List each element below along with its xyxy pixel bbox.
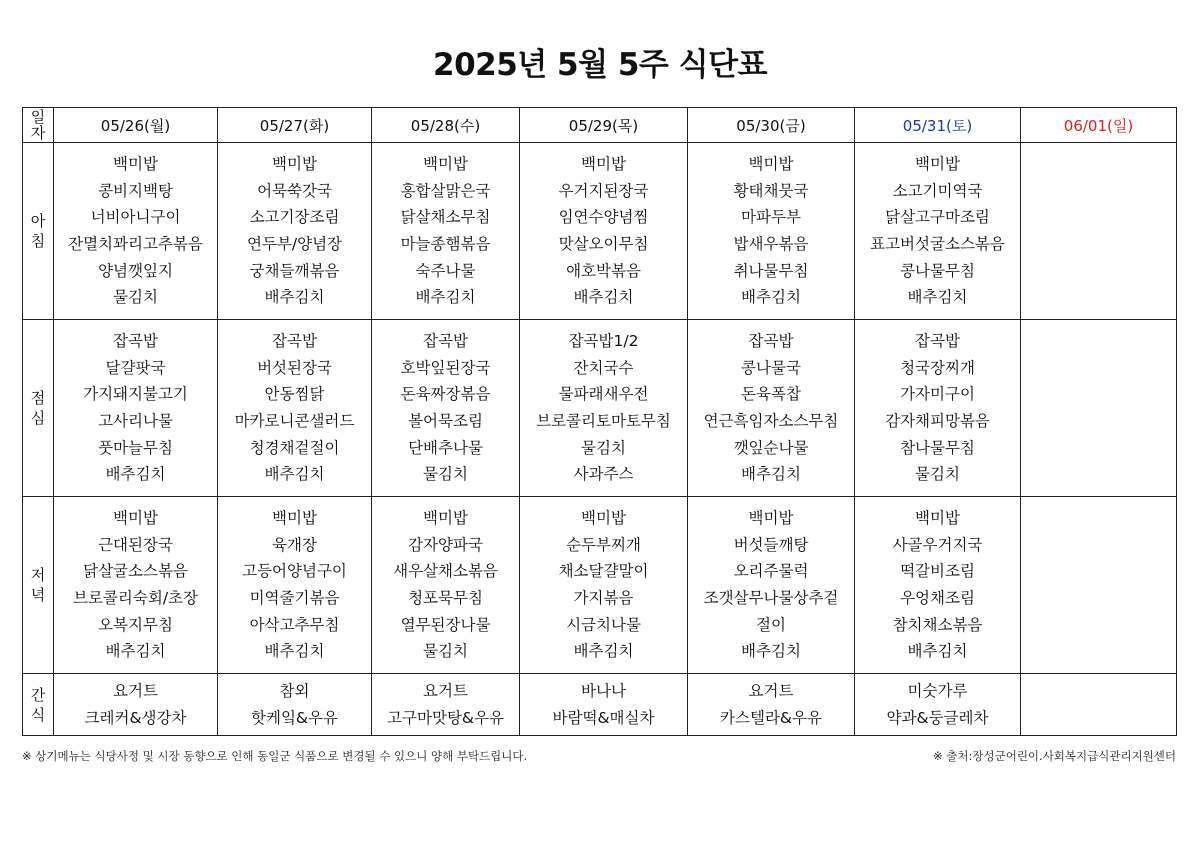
menu-item: 마늘종햄볶음 bbox=[400, 235, 491, 253]
menu-item: 표고버섯굴소스볶음 bbox=[870, 235, 1005, 253]
menu-item: 콩나물국 bbox=[741, 358, 801, 377]
day-header-tue: 05/27(화) bbox=[218, 108, 372, 143]
menu-item: 연근흑임자소스무침 bbox=[703, 412, 839, 430]
date-label-2: 자 bbox=[30, 124, 46, 142]
menu-cell-wed bbox=[372, 320, 520, 497]
menu-item: 임연수양념찜 bbox=[558, 208, 649, 227]
menu-item: 크레커&생강차 bbox=[84, 708, 187, 727]
menu-item: 백미밥 bbox=[113, 155, 158, 174]
menu-cell-sun bbox=[1021, 497, 1177, 674]
menu-item: 요거트 bbox=[423, 681, 468, 700]
menu-item: 잔멸치꽈리고추볶음 bbox=[68, 235, 203, 253]
menu-item: 백미밥 bbox=[272, 155, 317, 174]
menu-item: 맛살오이무침 bbox=[558, 235, 649, 253]
menu-item: 취나물무침 bbox=[733, 261, 809, 280]
menu-cell-tue bbox=[218, 497, 372, 674]
meal-label-char: 심 bbox=[30, 409, 46, 427]
meal-label-char: 아 bbox=[30, 212, 46, 230]
menu-item: 오리주물럭 bbox=[733, 562, 809, 581]
meal-label-cell bbox=[23, 320, 54, 497]
menu-item: 백미밥 bbox=[581, 155, 626, 174]
day-header-thu: 05/29(목) bbox=[520, 108, 688, 143]
menu-item: 버섯된장국 bbox=[257, 358, 332, 377]
menu-item: 백미밥 bbox=[915, 155, 960, 174]
menu-cell-thu bbox=[520, 497, 688, 674]
menu-cell-tue bbox=[218, 143, 372, 320]
menu-item: 잡곡밥 bbox=[915, 332, 960, 351]
menu-item: 마파두부 bbox=[741, 208, 801, 227]
menu-item: 미숫가루 bbox=[907, 681, 968, 700]
day-header-sun: 06/01(일) bbox=[1021, 108, 1177, 143]
date-label-cell bbox=[23, 108, 54, 143]
menu-cell-wed bbox=[372, 674, 520, 736]
menu-item: 배추김치 bbox=[264, 465, 325, 484]
menu-cell-sat bbox=[855, 497, 1021, 674]
menu-item: 절이 bbox=[756, 615, 786, 634]
menu-item: 배추김치 bbox=[573, 642, 634, 661]
menu-item: 배추김치 bbox=[573, 288, 634, 307]
menu-item: 핫케잌&우유 bbox=[251, 708, 338, 727]
menu-item: 홍합살맑은국 bbox=[400, 181, 491, 200]
menu-cell-fri bbox=[688, 143, 855, 320]
menu-item: 물김치 bbox=[423, 642, 468, 661]
menu-item: 백미밥 bbox=[113, 509, 158, 528]
menu-item: 배추김치 bbox=[907, 642, 968, 661]
menu-item: 물김치 bbox=[581, 438, 626, 457]
menu-cell-sat bbox=[855, 674, 1021, 736]
menu-item: 애호박볶음 bbox=[566, 261, 641, 280]
menu-cell-fri bbox=[688, 674, 855, 736]
menu-item: 브로콜리토마토무침 bbox=[536, 412, 671, 430]
menu-item: 볼어묵조림 bbox=[408, 412, 483, 430]
meal-label-cell bbox=[23, 674, 54, 736]
day-header-sat: 05/31(토) bbox=[855, 108, 1021, 143]
menu-item: 잡곡밥 bbox=[272, 332, 317, 351]
meal-label-cell bbox=[23, 143, 54, 320]
menu-item: 잔치국수 bbox=[573, 358, 634, 377]
menu-item: 호박잎된장국 bbox=[400, 358, 491, 377]
menu-item: 시금치나물 bbox=[566, 615, 641, 634]
menu-item: 너비아니구이 bbox=[90, 208, 181, 227]
menu-item: 아삭고추무침 bbox=[249, 615, 340, 634]
menu-item: 잡곡밥1/2 bbox=[568, 332, 639, 351]
menu-cell-thu bbox=[520, 143, 688, 320]
menu-item: 우엉채조림 bbox=[900, 589, 975, 607]
menu-cell-fri bbox=[688, 497, 855, 674]
menu-item: 배추김치 bbox=[741, 288, 801, 307]
menu-item: 청국장찌개 bbox=[900, 358, 975, 377]
menu-item: 바나나 bbox=[581, 681, 626, 700]
menu-item: 연두부/양념장 bbox=[246, 235, 343, 253]
menu-cell-fri bbox=[688, 320, 855, 497]
date-label-1: 일 bbox=[30, 108, 46, 126]
menu-cell-mon bbox=[54, 320, 218, 497]
menu-item: 감자채피망볶음 bbox=[885, 412, 990, 430]
menu-item: 육개장 bbox=[272, 535, 317, 554]
menu-cell-thu bbox=[520, 320, 688, 497]
menu-item: 배추김치 bbox=[105, 465, 166, 484]
menu-item: 고사리나물 bbox=[98, 412, 173, 430]
menu-item: 요거트 bbox=[113, 681, 158, 700]
menu-item: 가지볶음 bbox=[573, 589, 634, 607]
menu-item: 참나물무침 bbox=[900, 438, 975, 457]
menu-cell-sat bbox=[855, 143, 1021, 320]
menu-item: 물김치 bbox=[423, 465, 468, 484]
menu-item: 배추김치 bbox=[741, 465, 801, 484]
meal-label-char: 점 bbox=[30, 389, 46, 407]
menu-item: 열무된장나물 bbox=[400, 615, 491, 634]
menu-item: 고구마맛탕&우유 bbox=[387, 708, 504, 727]
header-row bbox=[23, 108, 1177, 143]
menu-item: 우거지된장국 bbox=[558, 181, 649, 200]
menu-item: 마카로니콘샐러드 bbox=[234, 412, 355, 430]
menu-item: 소고기장조림 bbox=[249, 208, 340, 227]
day-header-wed: 05/28(수) bbox=[372, 108, 520, 143]
menu-item: 백미밥 bbox=[581, 509, 626, 528]
menu-item: 요거트 bbox=[748, 681, 794, 700]
menu-item: 물김치 bbox=[915, 465, 960, 484]
footer-note: ※ 상기메뉴는 식당사정 및 시장 동향으로 인해 동일군 식품으로 변경될 수 있으니 양해 부탁드립니다. bbox=[22, 749, 528, 763]
menu-item: 풋마늘무침 bbox=[98, 438, 173, 457]
menu-item: 밥새우볶음 bbox=[733, 235, 809, 253]
menu-item: 청경채겉절이 bbox=[249, 438, 340, 457]
menu-cell-sun bbox=[1021, 320, 1177, 497]
menu-item: 물김치 bbox=[113, 288, 158, 307]
menu-item: 떡갈비조림 bbox=[900, 562, 975, 581]
menu-item: 백미밥 bbox=[272, 509, 317, 528]
menu-item: 깻잎순나물 bbox=[733, 438, 809, 457]
menu-item: 닭살굴소스볶음 bbox=[83, 562, 188, 581]
menu-item: 단배추나물 bbox=[408, 438, 483, 457]
menu-item: 소고기미역국 bbox=[892, 181, 983, 200]
menu-item: 가지돼지불고기 bbox=[83, 385, 188, 404]
menu-item: 닭살채소무침 bbox=[400, 208, 491, 227]
menu-item: 어묵쑥갓국 bbox=[257, 181, 332, 200]
menu-item: 궁채들깨볶음 bbox=[249, 261, 340, 280]
menu-item: 잡곡밥 bbox=[423, 332, 468, 351]
meal-label-cell bbox=[23, 497, 54, 674]
meal-label-char: 저 bbox=[30, 566, 46, 584]
menu-item: 배추김치 bbox=[415, 288, 476, 307]
menu-item: 배추김치 bbox=[264, 642, 325, 661]
meal-table bbox=[22, 107, 1177, 736]
menu-item: 참외 bbox=[279, 681, 310, 700]
menu-item: 물파래새우전 bbox=[558, 385, 649, 404]
menu-cell-sun bbox=[1021, 674, 1177, 736]
menu-item: 황태채뭇국 bbox=[733, 181, 809, 200]
menu-cell-thu bbox=[520, 674, 688, 736]
menu-cell-sat bbox=[855, 320, 1021, 497]
menu-item: 바람떡&매실차 bbox=[552, 708, 655, 727]
meal-row-dinner bbox=[23, 497, 1177, 674]
menu-item: 오복지무침 bbox=[98, 615, 173, 634]
day-header-fri: 05/30(금) bbox=[688, 108, 855, 143]
menu-item: 순두부찌개 bbox=[566, 535, 641, 554]
menu-item: 배추김치 bbox=[907, 288, 968, 307]
menu-item: 배추김치 bbox=[264, 288, 325, 307]
menu-item: 참치채소볶음 bbox=[892, 615, 983, 634]
meal-label-char: 녁 bbox=[30, 586, 46, 604]
menu-cell-wed bbox=[372, 497, 520, 674]
menu-item: 양념깻잎지 bbox=[98, 261, 173, 280]
meal-label-char: 침 bbox=[30, 232, 46, 250]
menu-cell-tue bbox=[218, 320, 372, 497]
menu-item: 버섯들깨탕 bbox=[733, 535, 809, 554]
menu-item: 사골우거지국 bbox=[892, 535, 983, 554]
menu-item: 가자미구이 bbox=[900, 385, 975, 404]
menu-item: 돈육짜장볶음 bbox=[400, 385, 491, 404]
meal-label-char: 간 bbox=[30, 685, 46, 704]
menu-item: 카스텔라&우유 bbox=[720, 708, 822, 727]
meal-row-breakfast bbox=[23, 143, 1177, 320]
meal-row-snack bbox=[23, 674, 1177, 736]
menu-item: 배추김치 bbox=[105, 642, 166, 661]
menu-item: 감자양파국 bbox=[408, 535, 483, 554]
menu-item: 채소달걀말이 bbox=[558, 562, 649, 581]
menu-item: 숙주나물 bbox=[415, 261, 476, 280]
menu-item: 사과주스 bbox=[573, 465, 634, 484]
menu-item: 백미밥 bbox=[423, 509, 468, 528]
menu-item: 백미밥 bbox=[915, 509, 960, 528]
menu-cell-sun bbox=[1021, 143, 1177, 320]
menu-item: 닭살고구마조림 bbox=[885, 208, 990, 227]
menu-item: 백미밥 bbox=[423, 155, 468, 174]
day-header-mon: 05/26(월) bbox=[54, 108, 218, 143]
menu-item: 잡곡밥 bbox=[748, 332, 794, 351]
menu-item: 약과&둥글레차 bbox=[886, 708, 989, 727]
meal-label-char: 식 bbox=[30, 705, 46, 724]
menu-item: 잡곡밥 bbox=[113, 332, 158, 351]
menu-item: 안동찜닭 bbox=[264, 385, 325, 404]
menu-item: 백미밥 bbox=[748, 509, 794, 528]
footer-source: ※ 출처:장성군어린이.사회복지급식관리지원센터 bbox=[933, 749, 1176, 763]
menu-cell-tue bbox=[218, 674, 372, 736]
menu-item: 브로콜리숙회/초장 bbox=[72, 589, 198, 607]
menu-item: 새우살채소볶음 bbox=[393, 562, 498, 581]
menu-item: 돈육폭찹 bbox=[741, 385, 801, 404]
menu-item: 콩비지백탕 bbox=[98, 181, 173, 200]
menu-item: 콩나물무침 bbox=[900, 261, 975, 280]
menu-cell-mon bbox=[54, 497, 218, 674]
meal-row-lunch bbox=[23, 320, 1177, 497]
menu-item: 배추김치 bbox=[741, 642, 801, 661]
menu-item: 미역줄기볶음 bbox=[249, 589, 340, 607]
menu-cell-mon bbox=[54, 143, 218, 320]
menu-item: 달걀팟국 bbox=[105, 358, 166, 377]
page-title: 2025년 5월 5주 식단표 bbox=[433, 47, 767, 83]
menu-cell-mon bbox=[54, 674, 218, 736]
menu-item: 백미밥 bbox=[748, 155, 794, 174]
menu-item: 조갯살무나물상추겉 bbox=[703, 589, 839, 607]
menu-item: 근대된장국 bbox=[98, 535, 173, 554]
menu-item: 고등어양념구이 bbox=[242, 562, 347, 581]
menu-item: 청포묵무침 bbox=[408, 589, 483, 607]
menu-cell-wed bbox=[372, 143, 520, 320]
